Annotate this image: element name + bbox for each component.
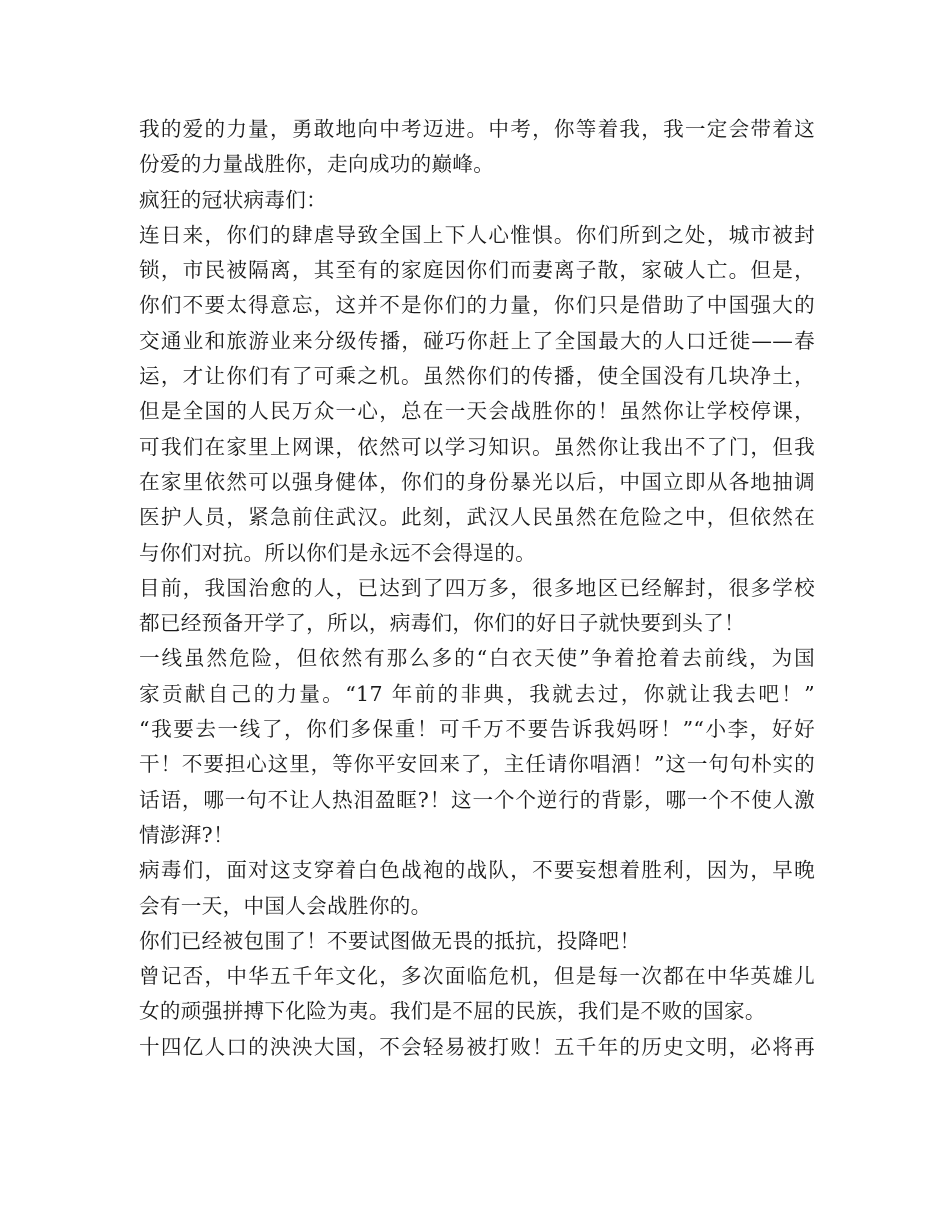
text-line: 都已经预备开学了，所以，病毒们，你们的好日子就快要到头了！ (139, 611, 745, 636)
text-line: 疯狂的冠状病毒们： (139, 187, 328, 212)
text-line: 病毒们，面对这支穿着白色战袍的战队，不要妄想着胜利，因为，早晚 (139, 858, 815, 883)
text-line: 家贡献自己的力量。“17 年前的非典，我就去过，你就让我去吧！” (139, 681, 815, 706)
text-line: 份爱的力量战胜你，走向成功的巅峰。 (139, 152, 495, 177)
text-line: 十四亿人口的泱泱大国，不会轻易被打败！五千年的历史文明，必将再 (139, 1034, 815, 1059)
text-line: 话语，哪一句不让人热泪盈眶?！这一个个逆行的背影，哪一个不使人激 (139, 787, 815, 812)
text-line: 可我们在家里上网课，依然可以学习知识。虽然你让我出不了门，但我 (139, 434, 815, 459)
text-line: 我的爱的力量，勇敢地向中考迈进。中考，你等着我，我一定会带着这 (139, 117, 815, 141)
text-line: 女的顽强拼搏下化险为夷。我们是不屈的民族，我们是不败的国家。 (139, 999, 766, 1024)
text-line: 目前，我国治愈的人，已达到了四万多，很多地区已经解封，很多学校 (139, 575, 815, 600)
text-line: “我要去一线了，你们多保重！可千万不要告诉我妈呀！”“小李，好好 (139, 717, 815, 742)
text-line: 但是全国的人民万众一心，总在一天会战胜你的！虽然你让学校停课， (139, 399, 815, 424)
text-line: 一线虽然危险，但依然有那么多的“白衣天使”争着抢着去前线，为国 (139, 646, 815, 671)
document-body (139, 112, 815, 1065)
text-line: 曾记否，中华五千年文化，多次面临危机，但是每一次都在中华英雄儿 (139, 964, 815, 989)
text-line: 交通业和旅游业来分级传播，碰巧你赶上了全国最大的人口迁徙——春 (139, 328, 815, 353)
text-line: 连日来，你们的肆虐导致全国上下人心惟惧。你们所到之处，城市被封 (139, 222, 815, 247)
text-line: 医护人员，紧急前住武汉。此刻，武汉人民虽然在危险之中，但依然在 (139, 505, 815, 530)
text-line: 会有一天，中国人会战胜你的。 (139, 893, 432, 918)
text-line: 情澎湃?！ (139, 822, 234, 847)
text-line: 与你们对抗。所以你们是永远不会得逞的。 (139, 540, 536, 565)
text-line: 锁，市民被隔离，其至有的家庭因你们而妻离子散，家破人亡。但是， (139, 258, 815, 283)
text-line: 你们不要太得意忘，这并不是你们的力量，你们只是借助了中国强大的 (139, 293, 815, 318)
text-line: 在家里依然可以强身健体，你们的身份暴光以后，中国立即从各地抽调 (139, 469, 815, 494)
text-line: 你们已经被包围了！不要试图做无畏的抵抗，投降吧！ (139, 928, 641, 953)
text-line: 干！不要担心这里，等你平安回来了，主任请你唱酒！”这一句句朴实的 (139, 752, 815, 777)
text-line: 运，才让你们有了可乘之机。虽然你们的传播，使全国没有几块净土， (139, 364, 815, 389)
